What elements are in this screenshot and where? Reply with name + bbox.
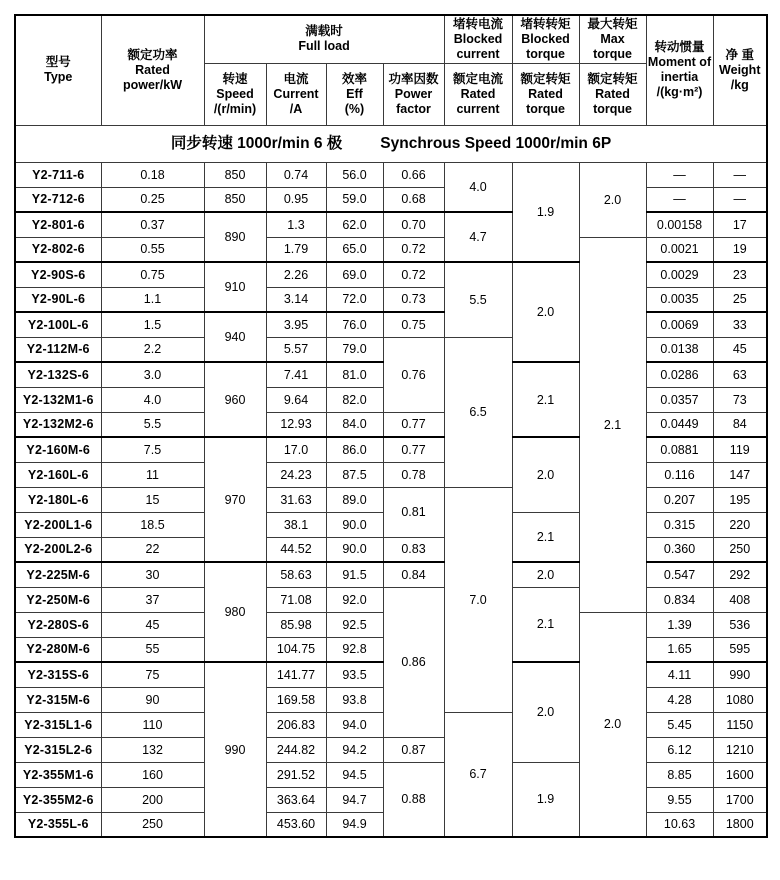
cell-type: Y2-160M-6	[15, 437, 101, 462]
cell-rated-power: 5.5	[101, 412, 204, 437]
rated-current-en1: Rated	[460, 86, 496, 101]
cell-moment-of-inertia: 0.0138	[646, 337, 713, 362]
cell-rated-power: 30	[101, 562, 204, 587]
col-header-type	[15, 15, 101, 125]
cell-type: Y2-160L-6	[15, 462, 101, 487]
cell-rated-power: 200	[101, 787, 204, 812]
cell-efficiency: 62.0	[326, 212, 383, 237]
cell-current: 31.63	[266, 487, 326, 512]
section-banner-row	[15, 125, 767, 162]
table-row	[15, 287, 767, 312]
cell-max-torque-ratio: 2.1	[579, 237, 646, 612]
cell-moment-of-inertia: 0.547	[646, 562, 713, 587]
cell-weight: 408	[713, 587, 767, 612]
cell-weight: 84	[713, 412, 767, 437]
cell-efficiency: 72.0	[326, 287, 383, 312]
cell-type: Y2-315L1-6	[15, 712, 101, 737]
cell-moment-of-inertia: —	[646, 162, 713, 187]
cell-current: 0.95	[266, 187, 326, 212]
cell-rated-power: 22	[101, 537, 204, 562]
cell-efficiency: 94.5	[326, 762, 383, 787]
rated-current-zh: 额定电流	[453, 71, 504, 86]
cell-type: Y2-200L2-6	[15, 537, 101, 562]
banner-zh: 同步转速 1000r/min 6 极	[170, 135, 343, 152]
cell-efficiency: 94.7	[326, 787, 383, 812]
cell-weight: 25	[713, 287, 767, 312]
max-torque-zh: 最大转矩	[587, 16, 638, 31]
cell-efficiency: 90.0	[326, 512, 383, 537]
cell-weight: 292	[713, 562, 767, 587]
cell-type: Y2-315M-6	[15, 687, 101, 712]
cell-power-factor: 0.66	[383, 162, 444, 187]
cell-moment-of-inertia: 0.0449	[646, 412, 713, 437]
cell-moment-of-inertia: 0.360	[646, 537, 713, 562]
blocked-current-en2: current	[456, 46, 500, 61]
type-header-en: Type	[44, 70, 73, 85]
cell-moment-of-inertia: 0.0286	[646, 362, 713, 387]
cell-speed: 960	[204, 362, 266, 437]
table-row	[15, 337, 767, 362]
cell-blocked-torque-ratio: 2.1	[512, 362, 579, 437]
cell-efficiency: 86.0	[326, 437, 383, 462]
col-header-full-load	[204, 15, 444, 63]
eff-header-zh: 效率	[341, 71, 367, 86]
full-load-header-zh: 满载时	[305, 24, 343, 39]
cell-power-factor: 0.75	[383, 312, 444, 337]
cell-current: 5.57	[266, 337, 326, 362]
cell-rated-power: 1.1	[101, 287, 204, 312]
cell-efficiency: 94.0	[326, 712, 383, 737]
cell-current: 58.63	[266, 562, 326, 587]
table-row	[15, 487, 767, 512]
eff-header-unit: (%)	[344, 101, 365, 116]
cell-current: 9.64	[266, 387, 326, 412]
table-row	[15, 412, 767, 437]
weight-header-en: Weight	[719, 62, 761, 77]
cell-rated-power: 0.25	[101, 187, 204, 212]
pf-header-zh: 功率因数	[388, 71, 439, 86]
cell-efficiency: 65.0	[326, 237, 383, 262]
col-header-speed	[204, 63, 266, 125]
cell-rated-power: 7.5	[101, 437, 204, 462]
cell-power-factor: 0.70	[383, 212, 444, 237]
table-row	[15, 212, 767, 237]
table-row	[15, 187, 767, 212]
cell-efficiency: 79.0	[326, 337, 383, 362]
cell-power-factor: 0.78	[383, 462, 444, 487]
table-row	[15, 537, 767, 562]
cell-rated-power: 4.0	[101, 387, 204, 412]
table-row	[15, 262, 767, 287]
cell-current: 169.58	[266, 687, 326, 712]
cell-power-factor: 0.88	[383, 762, 444, 837]
cell-weight: 45	[713, 337, 767, 362]
table-row	[15, 162, 767, 187]
cell-weight: 1700	[713, 787, 767, 812]
cell-power-factor: 0.72	[383, 237, 444, 262]
cell-weight: 119	[713, 437, 767, 462]
cell-weight: 595	[713, 637, 767, 662]
cell-weight: 33	[713, 312, 767, 337]
max-torque-en1: Max	[600, 31, 625, 46]
cell-speed: 970	[204, 437, 266, 562]
current-header-unit: /A	[289, 101, 303, 116]
col-header-blocked-current-denominator	[444, 63, 512, 125]
pf-header-en1: Power	[394, 86, 433, 101]
cell-moment-of-inertia: 4.11	[646, 662, 713, 687]
cell-type: Y2-280S-6	[15, 612, 101, 637]
cell-type: Y2-712-6	[15, 187, 101, 212]
rated-torque-en2: torque	[526, 101, 565, 116]
cell-efficiency: 90.0	[326, 537, 383, 562]
cell-weight: 536	[713, 612, 767, 637]
cell-efficiency: 84.0	[326, 412, 383, 437]
rated-torque-en1: Rated	[528, 86, 563, 101]
cell-efficiency: 94.2	[326, 737, 383, 762]
cell-rated-power: 75	[101, 662, 204, 687]
blocked-torque-en2: torque	[526, 46, 565, 61]
cell-speed: 910	[204, 262, 266, 312]
cell-rated-power: 0.37	[101, 212, 204, 237]
cell-type: Y2-315L2-6	[15, 737, 101, 762]
cell-type: Y2-355M1-6	[15, 762, 101, 787]
inertia-header-unit: /(kg·m²)	[656, 85, 703, 100]
cell-rated-power: 250	[101, 812, 204, 837]
blocked-torque-zh: 堵转转矩	[520, 16, 571, 31]
cell-moment-of-inertia: 0.0357	[646, 387, 713, 412]
inertia-header-zh: 转动惯量	[654, 40, 705, 55]
cell-power-factor: 0.77	[383, 437, 444, 462]
cell-weight: 220	[713, 512, 767, 537]
cell-weight: 1210	[713, 737, 767, 762]
col-header-efficiency	[326, 63, 383, 125]
cell-efficiency: 69.0	[326, 262, 383, 287]
cell-rated-power: 15	[101, 487, 204, 512]
cell-type: Y2-132S-6	[15, 362, 101, 387]
cell-power-factor: 0.76	[383, 337, 444, 412]
blocked-current-en1: Blocked	[453, 31, 503, 46]
rated-current-en2: current	[456, 101, 500, 116]
cell-moment-of-inertia: 10.63	[646, 812, 713, 837]
cell-moment-of-inertia: 0.0021	[646, 237, 713, 262]
cell-current: 1.79	[266, 237, 326, 262]
col-header-blocked-torque-numerator	[512, 15, 579, 63]
full-load-header-en: Full load	[298, 39, 350, 54]
cell-weight: 1600	[713, 762, 767, 787]
col-header-moment-of-inertia	[646, 15, 713, 125]
banner-en: Synchrous Speed 1000r/min 6P	[380, 135, 612, 152]
cell-moment-of-inertia: 0.0069	[646, 312, 713, 337]
motor-spec-table	[14, 14, 768, 838]
weight-header-zh: 净 重	[725, 47, 754, 62]
cell-power-factor: 0.77	[383, 412, 444, 437]
blocked-torque-en1: Blocked	[521, 31, 570, 46]
current-header-zh: 电流	[283, 71, 309, 86]
cell-max-torque-ratio: 2.0	[579, 162, 646, 237]
cell-current: 44.52	[266, 537, 326, 562]
cell-speed: 940	[204, 312, 266, 362]
inertia-header-en1: Moment of	[647, 55, 712, 70]
cell-efficiency: 76.0	[326, 312, 383, 337]
cell-weight: 1150	[713, 712, 767, 737]
cell-current: 38.1	[266, 512, 326, 537]
spec-table-body	[15, 162, 767, 837]
cell-type: Y2-90S-6	[15, 262, 101, 287]
cell-efficiency: 92.0	[326, 587, 383, 612]
rated-torque-zh: 额定转矩	[520, 71, 571, 86]
rated-torque2-en2: torque	[593, 101, 632, 116]
cell-blocked-torque-ratio: 2.1	[512, 512, 579, 562]
cell-rated-power: 110	[101, 712, 204, 737]
cell-blocked-current-ratio: 6.7	[444, 712, 512, 837]
col-header-power-factor	[383, 63, 444, 125]
blocked-current-zh: 堵转电流	[453, 16, 504, 31]
col-header-max-torque-denominator	[579, 63, 646, 125]
cell-weight: 990	[713, 662, 767, 687]
col-header-blocked-torque-denominator	[512, 63, 579, 125]
cell-blocked-current-ratio: 7.0	[444, 487, 512, 712]
current-header-en: Current	[273, 86, 319, 101]
cell-blocked-current-ratio: 4.0	[444, 162, 512, 212]
col-header-rated-power	[101, 15, 204, 125]
cell-rated-power: 37	[101, 587, 204, 612]
cell-current: 12.93	[266, 412, 326, 437]
cell-current: 291.52	[266, 762, 326, 787]
cell-current: 244.82	[266, 737, 326, 762]
cell-type: Y2-250M-6	[15, 587, 101, 612]
cell-power-factor: 0.84	[383, 562, 444, 587]
cell-type: Y2-802-6	[15, 237, 101, 262]
cell-moment-of-inertia: 1.65	[646, 637, 713, 662]
cell-blocked-current-ratio: 6.5	[444, 337, 512, 487]
power-header-en1: Rated	[135, 62, 170, 77]
cell-rated-power: 45	[101, 612, 204, 637]
cell-rated-power: 160	[101, 762, 204, 787]
cell-type: Y2-100L-6	[15, 312, 101, 337]
cell-efficiency: 59.0	[326, 187, 383, 212]
eff-header-en: Eff	[346, 86, 363, 101]
cell-current: 3.95	[266, 312, 326, 337]
cell-rated-power: 18.5	[101, 512, 204, 537]
table-row	[15, 762, 767, 787]
cell-rated-power: 3.0	[101, 362, 204, 387]
cell-current: 0.74	[266, 162, 326, 187]
cell-efficiency: 82.0	[326, 387, 383, 412]
cell-moment-of-inertia: 0.0881	[646, 437, 713, 462]
cell-current: 363.64	[266, 787, 326, 812]
cell-rated-power: 0.75	[101, 262, 204, 287]
cell-efficiency: 92.8	[326, 637, 383, 662]
table-row	[15, 462, 767, 487]
cell-current: 17.0	[266, 437, 326, 462]
cell-rated-power: 1.5	[101, 312, 204, 337]
cell-current: 1.3	[266, 212, 326, 237]
cell-weight: —	[713, 162, 767, 187]
cell-current: 453.60	[266, 812, 326, 837]
cell-type: Y2-355M2-6	[15, 787, 101, 812]
cell-type: Y2-225M-6	[15, 562, 101, 587]
cell-power-factor: 0.83	[383, 537, 444, 562]
table-row	[15, 562, 767, 587]
cell-efficiency: 91.5	[326, 562, 383, 587]
cell-efficiency: 93.5	[326, 662, 383, 687]
cell-current: 24.23	[266, 462, 326, 487]
cell-weight: 1080	[713, 687, 767, 712]
cell-current: 85.98	[266, 612, 326, 637]
cell-blocked-current-ratio: 5.5	[444, 262, 512, 337]
table-header	[15, 15, 767, 162]
speed-header-zh: 转速	[222, 71, 248, 86]
cell-blocked-torque-ratio: 2.0	[512, 562, 579, 587]
cell-max-torque-ratio: 2.0	[579, 612, 646, 837]
col-header-current	[266, 63, 326, 125]
cell-speed: 850	[204, 162, 266, 187]
cell-blocked-torque-ratio: 1.9	[512, 162, 579, 262]
cell-current: 206.83	[266, 712, 326, 737]
cell-rated-power: 90	[101, 687, 204, 712]
cell-efficiency: 92.5	[326, 612, 383, 637]
cell-moment-of-inertia: —	[646, 187, 713, 212]
speed-header-unit: /(r/min)	[213, 101, 257, 116]
weight-header-unit: /kg	[730, 77, 749, 92]
cell-blocked-torque-ratio: 2.0	[512, 262, 579, 362]
cell-power-factor: 0.87	[383, 737, 444, 762]
cell-current: 7.41	[266, 362, 326, 387]
cell-weight: 250	[713, 537, 767, 562]
cell-weight: 73	[713, 387, 767, 412]
cell-power-factor: 0.86	[383, 587, 444, 737]
cell-moment-of-inertia: 6.12	[646, 737, 713, 762]
cell-speed: 990	[204, 662, 266, 837]
cell-blocked-torque-ratio: 2.1	[512, 587, 579, 662]
speed-header-en: Speed	[216, 86, 254, 101]
cell-efficiency: 93.8	[326, 687, 383, 712]
table-row	[15, 312, 767, 337]
cell-type: Y2-200L1-6	[15, 512, 101, 537]
cell-efficiency: 94.9	[326, 812, 383, 837]
cell-moment-of-inertia: 9.55	[646, 787, 713, 812]
cell-speed: 980	[204, 562, 266, 662]
cell-rated-power: 11	[101, 462, 204, 487]
cell-type: Y2-132M2-6	[15, 412, 101, 437]
pf-header-en2: factor	[396, 101, 431, 116]
cell-moment-of-inertia: 0.834	[646, 587, 713, 612]
type-header-zh: 型号	[45, 55, 71, 70]
cell-type: Y2-112M-6	[15, 337, 101, 362]
cell-weight: 63	[713, 362, 767, 387]
inertia-header-en2: inertia	[660, 70, 699, 85]
cell-moment-of-inertia: 0.315	[646, 512, 713, 537]
cell-moment-of-inertia: 0.0035	[646, 287, 713, 312]
cell-rated-power: 132	[101, 737, 204, 762]
cell-current: 3.14	[266, 287, 326, 312]
cell-type: Y2-132M1-6	[15, 387, 101, 412]
section-banner	[15, 125, 767, 162]
power-header-zh: 额定功率	[127, 47, 178, 62]
cell-type: Y2-315S-6	[15, 662, 101, 687]
power-header-en2: power/kW	[122, 77, 183, 92]
cell-type: Y2-355L-6	[15, 812, 101, 837]
cell-weight: 17	[713, 212, 767, 237]
cell-type: Y2-711-6	[15, 162, 101, 187]
cell-current: 71.08	[266, 587, 326, 612]
cell-efficiency: 87.5	[326, 462, 383, 487]
rated-torque2-en1: Rated	[595, 86, 630, 101]
cell-moment-of-inertia: 0.207	[646, 487, 713, 512]
cell-rated-power: 2.2	[101, 337, 204, 362]
cell-current: 2.26	[266, 262, 326, 287]
cell-speed: 890	[204, 212, 266, 262]
cell-power-factor: 0.73	[383, 287, 444, 312]
cell-moment-of-inertia: 1.39	[646, 612, 713, 637]
cell-speed: 850	[204, 187, 266, 212]
cell-blocked-torque-ratio: 2.0	[512, 662, 579, 762]
cell-weight: 23	[713, 262, 767, 287]
cell-power-factor: 0.68	[383, 187, 444, 212]
cell-type: Y2-90L-6	[15, 287, 101, 312]
cell-type: Y2-280M-6	[15, 637, 101, 662]
table-row	[15, 737, 767, 762]
cell-power-factor: 0.72	[383, 262, 444, 287]
col-header-max-torque-numerator	[579, 15, 646, 63]
cell-blocked-torque-ratio: 2.0	[512, 437, 579, 512]
cell-weight: 1800	[713, 812, 767, 837]
cell-moment-of-inertia: 8.85	[646, 762, 713, 787]
cell-moment-of-inertia: 0.116	[646, 462, 713, 487]
table-row	[15, 437, 767, 462]
cell-moment-of-inertia: 0.0029	[646, 262, 713, 287]
cell-moment-of-inertia: 4.28	[646, 687, 713, 712]
cell-rated-power: 0.55	[101, 237, 204, 262]
cell-efficiency: 56.0	[326, 162, 383, 187]
header-row-top	[15, 15, 767, 63]
col-header-weight	[713, 15, 767, 125]
max-torque-en2: torque	[593, 46, 632, 61]
cell-type: Y2-180L-6	[15, 487, 101, 512]
cell-moment-of-inertia: 5.45	[646, 712, 713, 737]
table-row	[15, 587, 767, 612]
table-row	[15, 237, 767, 262]
cell-weight: 147	[713, 462, 767, 487]
cell-weight: 195	[713, 487, 767, 512]
cell-power-factor: 0.81	[383, 487, 444, 537]
cell-blocked-torque-ratio: 1.9	[512, 762, 579, 837]
cell-current: 104.75	[266, 637, 326, 662]
cell-efficiency: 81.0	[326, 362, 383, 387]
cell-rated-power: 55	[101, 637, 204, 662]
cell-weight: 19	[713, 237, 767, 262]
cell-blocked-current-ratio: 4.7	[444, 212, 512, 262]
col-header-blocked-current-numerator	[444, 15, 512, 63]
cell-rated-power: 0.18	[101, 162, 204, 187]
cell-efficiency: 89.0	[326, 487, 383, 512]
rated-torque2-zh: 额定转矩	[587, 71, 638, 86]
cell-moment-of-inertia: 0.00158	[646, 212, 713, 237]
cell-current: 141.77	[266, 662, 326, 687]
cell-type: Y2-801-6	[15, 212, 101, 237]
cell-weight: —	[713, 187, 767, 212]
